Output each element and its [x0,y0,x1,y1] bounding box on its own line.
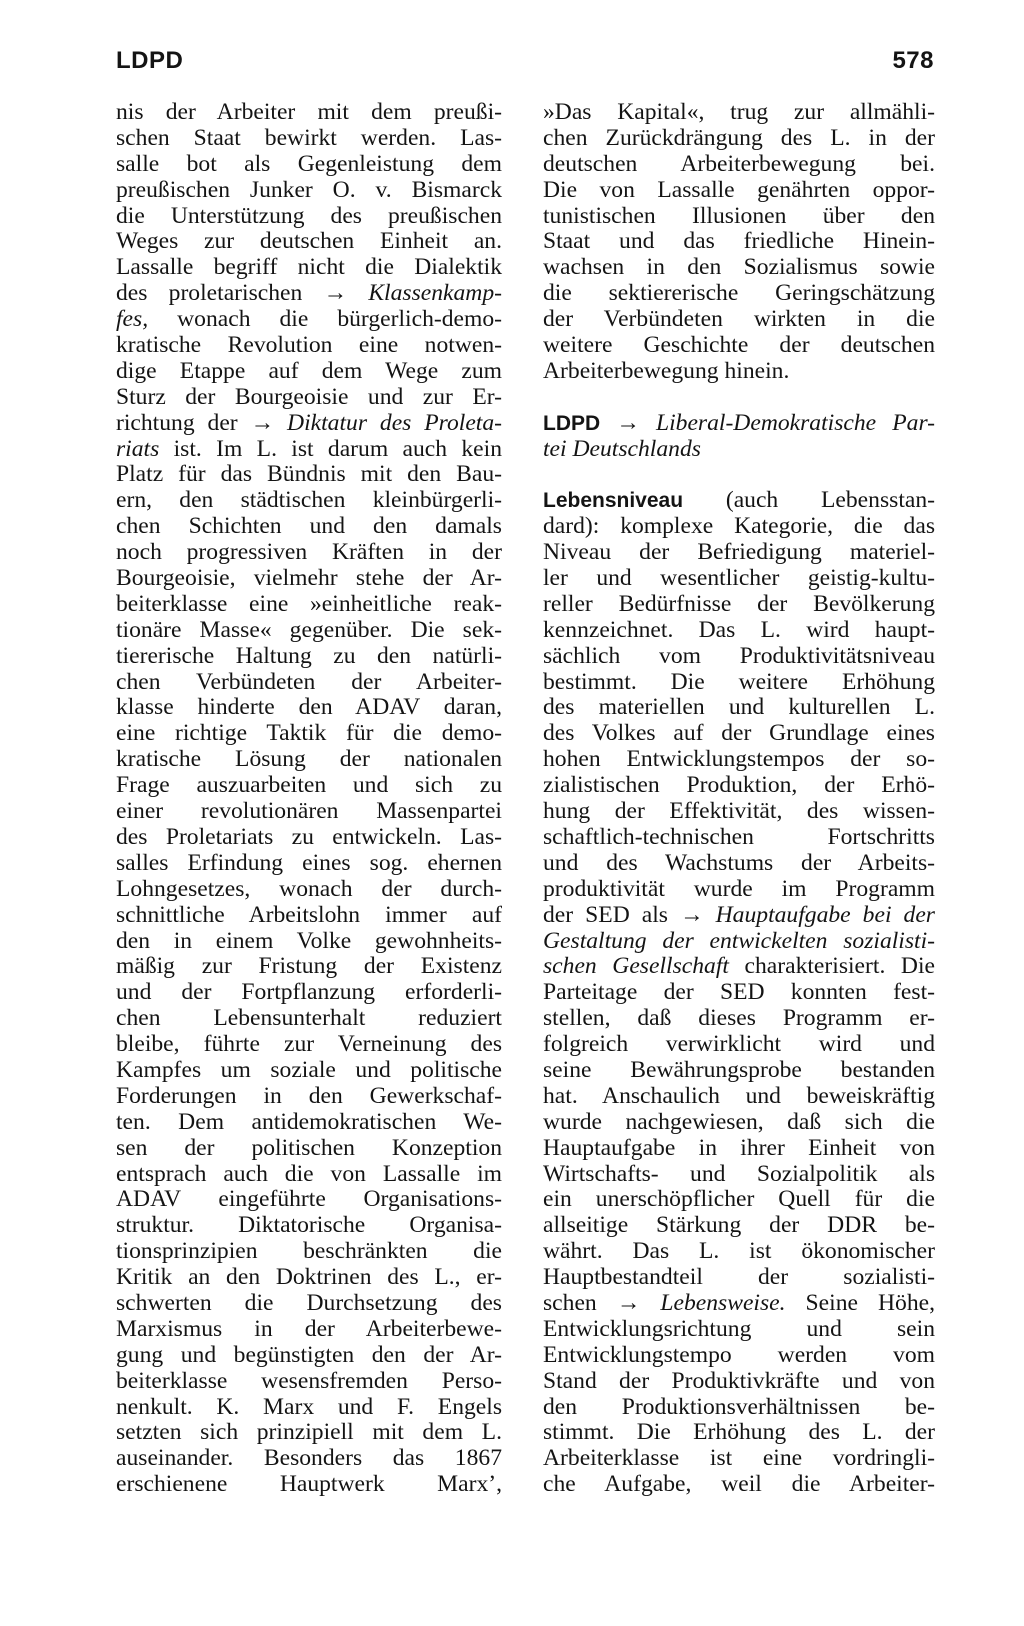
text-run: Marxismus in der Arbeiterbewe- [116,1315,502,1342]
text-run: und des Wachstums der Arbeits- [543,849,935,876]
text-run: ein unerschöpflicher Quell für die [543,1186,935,1213]
text-line [543,618,935,644]
text-line [116,1420,502,1446]
text-run: schen → [543,1289,661,1316]
text-line [116,255,502,281]
text-run: schaftlich-technischen Fortschritts [543,823,935,850]
cross-reference-text: Hauptaufgabe bei der [715,901,935,928]
text-run: ist. Im L. ist darum auch kein [159,435,502,462]
text-line [116,437,502,463]
text-line [543,851,935,877]
text-run: währt. Das L. ist ökonomischer [543,1238,935,1265]
text-run: eine richtige Taktik für die demo- [116,720,502,747]
text-run: folgreich verwirklicht wird und [543,1031,935,1058]
text-line [116,1032,502,1058]
text-line [543,799,935,825]
cross-reference-text: fes, [116,306,149,333]
text-line [543,1058,935,1084]
text-run: wonach die bürgerlich-demo- [148,306,502,333]
text-line [116,281,502,307]
text-line [116,1317,502,1343]
text-run: struktur. Diktatorische Organisa- [116,1212,502,1239]
text-run: mäßig zur Fristung der Existenz [116,953,502,980]
text-run: kennzeichnet. Das L. wird haupt- [543,616,935,643]
text-run: hat. Anschaulich und beweiskräftig [543,1082,935,1109]
text-run: chen Lebensunterhalt reduziert [116,1005,502,1032]
text-run: der Verbündeten wirkten in die [543,306,935,333]
cross-reference-text: Lebensweise. [660,1289,786,1316]
text-run: Staat und das friedliche Hinein- [543,228,935,255]
text-run: Arbeiterklasse ist eine vordringli- [543,1445,935,1472]
text-run: stellen, daß dieses Programm er- [543,1005,935,1032]
text-line [543,333,935,359]
cross-reference-text: Diktatur des Proleta- [287,409,502,436]
text-run: noch progressiven Kräften in der [116,539,502,566]
text-line [543,670,935,696]
text-run: einer revolutionären Massenpartei [116,798,502,825]
text-run: entsprach auch die von Lassalle im [116,1160,502,1187]
cross-reference-text: Liberal-Demokratische Par- [655,409,936,436]
text-line [116,1291,502,1317]
text-line [543,1369,935,1395]
text-run: stimmt. Die Erhöhung des L. der [543,1419,935,1446]
text-run: sen der politischen Konzeption [116,1134,502,1161]
text-line [543,178,935,204]
text-line [543,1291,935,1317]
text-run: Lohngesetzes, wonach der durch- [116,875,502,902]
text-run: Kampfes um soziale und politische [116,1056,502,1083]
text-line [116,903,502,929]
text-run: weitere Geschichte der deutschen [543,332,935,359]
cross-reference-text: schen Gesellschaft [543,953,729,980]
text-run: preußischen Junker O. v. Bismarck [116,176,502,203]
text-line [543,1006,935,1032]
text-run: schnittliche Arbeitslohn immer auf [116,901,502,928]
text-line [116,1136,502,1162]
text-run: den Produktionsverhältnissen be- [543,1393,935,1420]
text-line [116,877,502,903]
text-line [543,1162,935,1188]
text-run: (auch Lebensstan- [683,487,935,514]
text-line [116,980,502,1006]
text-run: Stand der Produktivkräfte und von [543,1367,935,1394]
text-line [116,333,502,359]
text-line [116,851,502,877]
text-run: Parteitage der SED konnten fest- [543,979,935,1006]
text-line [543,877,935,903]
text-line [116,540,502,566]
text-run: Entwicklungstempo werden vom [543,1341,935,1368]
text-run: des materiellen und kulturellen L. [543,694,935,721]
text-run: klasse hinderte den ADAV daran, [116,694,502,721]
text-line [543,411,935,437]
text-line [116,1187,502,1213]
text-line [543,1187,935,1213]
text-line [543,307,935,333]
text-run: richtung der → [116,409,288,436]
text-line [543,1110,935,1136]
text-run: hohen Entwicklungstempos der so- [543,746,935,773]
text-line [543,929,935,955]
text-run: beiterklasse wesensfremden Perso- [116,1367,502,1394]
text-line [116,126,502,152]
text-run: Kritik an den Doktrinen des L., er- [116,1264,502,1291]
page-number: 578 [892,47,934,74]
text-line [543,566,935,592]
text-run: seine Bewährungsprobe bestanden [543,1056,935,1083]
text-run: zialistischen Produktion, der Erhö- [543,772,935,799]
text-line [543,747,935,773]
text-line [543,204,935,230]
text-line [543,488,935,514]
text-line [543,1420,935,1446]
text-line [116,100,502,126]
text-line [543,1084,935,1110]
text-line [116,462,502,488]
text-run: Hauptbestandteil der sozialisti- [543,1264,935,1291]
text-line [543,514,935,540]
text-column-left [116,100,502,1498]
text-line [116,1058,502,1084]
text-run: bleibe, führte zur Verneinung des [116,1031,502,1058]
text-line [543,1317,935,1343]
text-run: Arbeiterbewegung hinein. [543,357,790,384]
text-line [543,540,935,566]
text-line [116,825,502,851]
cross-reference-text: riats [116,435,160,462]
text-line [116,385,502,411]
running-head-entry-word: LDPD [116,47,184,74]
text-run: hung der Effektivität, des wissen- [543,798,935,825]
text-run: und der Fortpflanzung erforderli- [116,979,502,1006]
text-run: ADAV eingeführte Organisations- [116,1186,502,1213]
text-line [543,1213,935,1239]
text-run: Weges zur deutschen Einheit an. [116,228,502,255]
text-line [543,1343,935,1369]
entry-headword: Lebensniveau [543,489,684,513]
text-line [543,126,935,152]
text-run: ten. Dem antidemokratischen We- [116,1108,502,1135]
text-run: charakterisiert. Die [728,953,935,980]
text-run: ler und wesentlicher geistig-kultu- [543,565,935,592]
text-run: des proletarischen → [116,280,369,307]
text-line [116,592,502,618]
text-line [543,359,935,385]
text-run: che Aufgabe, weil die Arbeiter- [543,1471,935,1498]
text-line [116,1162,502,1188]
text-line [543,644,935,670]
text-line [116,152,502,178]
text-run: Entwicklungsrichtung und sein [543,1315,935,1342]
entry-headword: LDPD [543,411,601,435]
text-run: Platz für das Bündnis mit den Bau- [116,461,502,488]
text-line [116,307,502,333]
text-line [543,903,935,929]
text-line [116,566,502,592]
text-line [116,178,502,204]
text-line [543,152,935,178]
text-line [543,437,935,463]
text-line [116,644,502,670]
text-column-right [543,100,935,1498]
text-line [116,411,502,437]
text-run: salle bot als Gegenleistung dem [116,150,502,177]
text-line [116,229,502,255]
text-line [543,773,935,799]
paragraph-gap [543,462,935,488]
text-line [543,1136,935,1162]
text-run: auseinander. Besonders das 1867 [116,1445,502,1472]
text-line [543,255,935,281]
text-run: tiererische Haltung zu den natürli- [116,642,502,669]
text-run: sächlich vom Produktivitätsniveau [543,642,935,669]
text-run: chen Verbündeten der Arbeiter- [116,668,502,695]
text-line [543,1032,935,1058]
text-line [543,954,935,980]
text-line [543,1395,935,1421]
text-run: produktivität wurde im Programm [543,875,935,902]
text-line [543,229,935,255]
text-line [116,1110,502,1136]
text-line [543,1472,935,1498]
text-run: erschienene Hauptwerk Marx’, [116,1471,502,1498]
text-line [543,100,935,126]
text-line [116,1084,502,1110]
text-run: Forderungen in den Gewerkschaf- [116,1082,502,1109]
text-line [116,773,502,799]
cross-reference-text: Klassenkamp- [368,280,502,307]
text-run: kratische Revolution eine notwen- [116,332,502,359]
text-line [543,695,935,721]
text-run: tunistischen Illusionen über den [543,202,935,229]
text-run: schwerten die Durchsetzung des [116,1289,502,1316]
text-run: Lassalle begriff nicht die Dialektik [116,254,502,281]
text-line [543,825,935,851]
text-run: Sturz der Bourgeoisie und zur Er- [116,383,502,410]
text-run: dard): komplexe Kategorie, die das [543,513,935,540]
text-run: kratische Lösung der nationalen [116,746,502,773]
text-run: ern, den städtischen kleinbürgerli- [116,487,502,514]
text-run: wurde nachgewiesen, daß sich die [543,1108,935,1135]
text-run: dige Etappe auf dem Wege zum [116,357,502,384]
text-run: gung und begünstigten den der Ar- [116,1341,502,1368]
text-line [116,695,502,721]
text-run: die sektiererische Geringschätzung [543,280,935,307]
text-line [116,799,502,825]
text-run: chen Zurückdrängung des L. in der [543,124,935,151]
text-run: salles Erfindung eines sog. ehernen [116,849,502,876]
text-run: tionäre Masse« gegenüber. Die sek- [116,616,502,643]
text-run: reller Bedürfnisse der Bevölkerung [543,590,935,617]
text-run: tionsprinzipien beschränkten die [116,1238,502,1265]
text-line [543,1446,935,1472]
text-line [116,1239,502,1265]
text-line [116,1006,502,1032]
text-run: die Unterstützung des preußischen [116,202,502,229]
text-line [116,954,502,980]
text-run: bestimmt. Die weitere Erhöhung [543,668,935,695]
text-run: Die von Lassalle genährten oppor- [543,176,935,203]
text-line [116,1395,502,1421]
text-line [116,1446,502,1472]
text-line [116,1265,502,1291]
text-run: schen Staat bewirkt werden. Las- [116,124,502,151]
text-run: Hauptaufgabe in ihrer Einheit von [543,1134,935,1161]
text-line [543,1239,935,1265]
text-run: beiterklasse eine »einheitliche reak- [116,590,502,617]
text-line [116,1369,502,1395]
text-run: allseitige Stärkung der DDR be- [543,1212,935,1239]
text-run: wachsen in den Sozialismus sowie [543,254,935,281]
text-run: des Volkes auf der Grundlage eines [543,720,935,747]
text-run: nenkult. K. Marx und F. Engels [116,1393,502,1420]
text-line [543,721,935,747]
text-line [543,281,935,307]
paragraph-gap [543,385,935,411]
text-line [116,204,502,230]
text-run: »Das Kapital«, trug zur allmähli- [543,99,935,125]
text-line [116,1472,502,1498]
cross-reference-text: tei Deutschlands [543,435,701,462]
cross-reference-text: Gestaltung der entwickelten sozialisti- [543,927,935,954]
text-run: Seine Höhe, [785,1289,935,1316]
text-line [116,670,502,696]
text-run: Frage auszuarbeiten und sich zu [116,772,502,799]
text-line [116,514,502,540]
text-run: der SED als → [543,901,716,928]
text-line [116,1213,502,1239]
text-line [116,618,502,644]
text-line [543,1265,935,1291]
text-run: des Proletariats zu entwickeln. Las- [116,823,502,850]
text-run: setzten sich prinzipiell mit dem L. [116,1419,502,1446]
text-line [543,980,935,1006]
text-line [116,747,502,773]
text-run: nis der Arbeiter mit dem preußi- [116,99,502,125]
text-run: Niveau der Befriedigung materiel- [543,539,935,566]
text-run: Wirtschafts- und Sozialpolitik als [543,1160,935,1187]
text-line [116,721,502,747]
text-line [116,1343,502,1369]
text-run: chen Schichten und den damals [116,513,502,540]
text-run: → [600,409,656,436]
text-run: deutschen Arbeiterbewegung bei. [543,150,935,177]
text-line [116,929,502,955]
text-run: Bourgeoisie, vielmehr stehe der Ar- [116,565,502,592]
text-run: den in einem Volke gewohnheits- [116,927,502,954]
text-line [543,592,935,618]
text-line [116,488,502,514]
text-line [116,359,502,385]
